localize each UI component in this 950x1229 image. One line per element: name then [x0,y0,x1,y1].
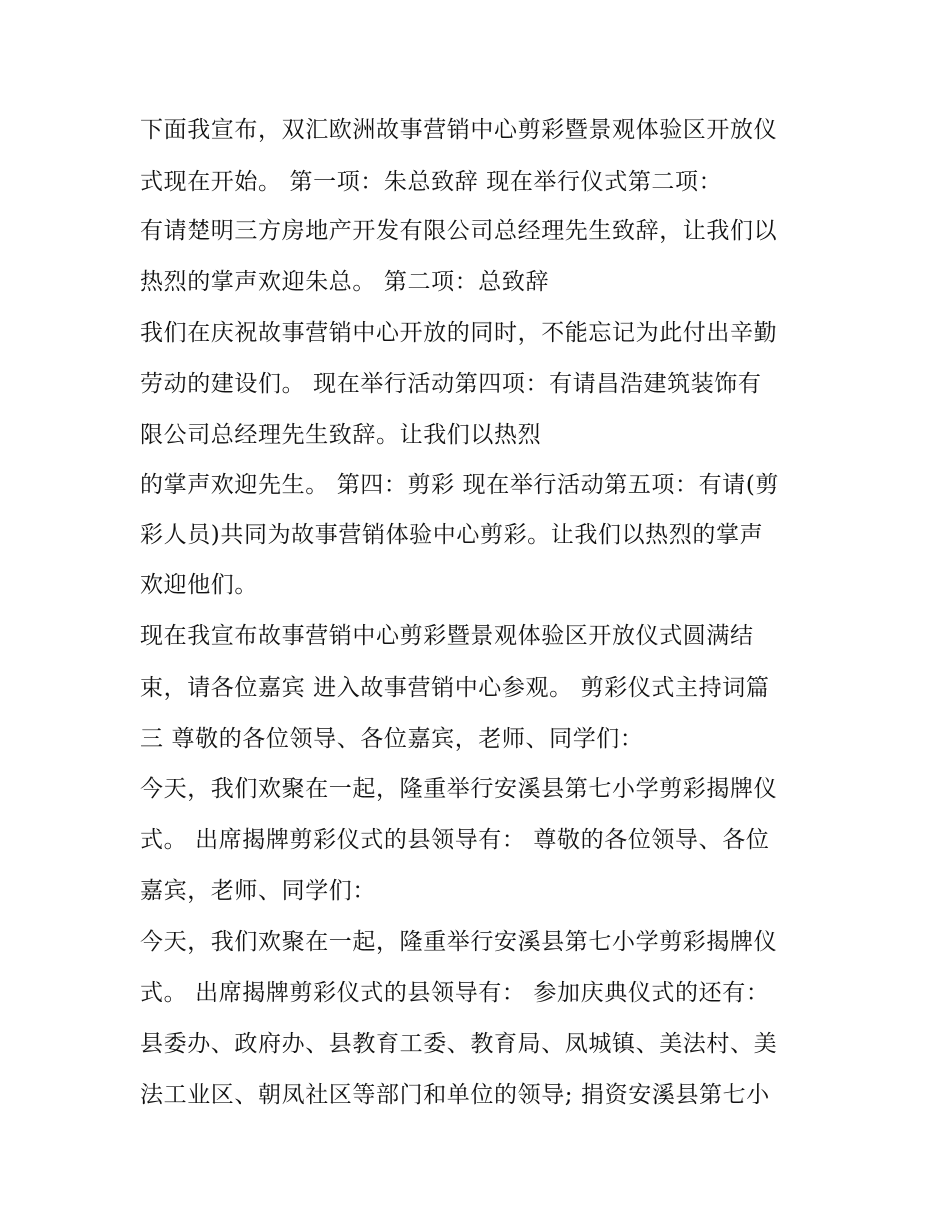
text-line: 今天，我们欢聚在一起，隆重举行安溪县第七小学剪彩揭牌仪 [140,776,778,802]
text-line: 的掌声欢迎先生。 第四：剪彩 现在举行活动第五项：有请(剪 [140,472,779,498]
text-line: 嘉宾，老师、同学们： [140,878,376,904]
text-line: 热烈的掌声欢迎朱总。 第二项：总致辞 [140,269,550,295]
text-line: 彩人员)共同为故事营销体验中心剪彩。让我们以热烈的掌声 [140,522,764,548]
text-line: 式。 出席揭牌剪彩仪式的县领导有： 尊敬的各位领导、各位 [140,827,770,853]
text-line: 现在我宣布故事营销中心剪彩暨景观体验区开放仪式圆满结 [140,623,754,649]
text-line: 今天，我们欢聚在一起，隆重举行安溪县第七小学剪彩揭牌仪 [140,929,778,955]
text-line: 有请楚明三方房地产开发有限公司总经理先生致辞，让我们以 [140,218,778,244]
text-line: 式。 出席揭牌剪彩仪式的县领导有： 参加庆典仪式的还有： [140,980,770,1006]
text-line: 三 尊敬的各位领导、各位嘉宾，老师、同学们： [140,726,644,752]
text-line: 县委办、政府办、县教育工委、教育局、凤城镇、美法村、美 [140,1031,778,1057]
text-line: 欢迎他们。 [140,572,258,598]
text-line: 限公司总经理先生致辞。让我们以热烈 [140,422,542,448]
text-line: 束，请各位嘉宾 进入故事营销中心参观。 剪彩仪式主持词篇 [140,675,770,701]
text-line: 下面我宣布，双汇欧洲故事营销中心剪彩暨景观体验区开放仪 [140,117,778,143]
text-line: 式现在开始。 第一项：朱总致辞 现在举行仪式第二项： [140,169,723,195]
text-line: 法工业区、朝凤社区等部门和单位的领导; 捐资安溪县第七小 [140,1082,770,1108]
text-line: 我们在庆祝故事营销中心开放的同时，不能忘记为此付出辛勤 [140,320,778,346]
text-line: 劳动的建设们。 现在举行活动第四项：有请昌浩建筑装饰有 [140,371,762,397]
